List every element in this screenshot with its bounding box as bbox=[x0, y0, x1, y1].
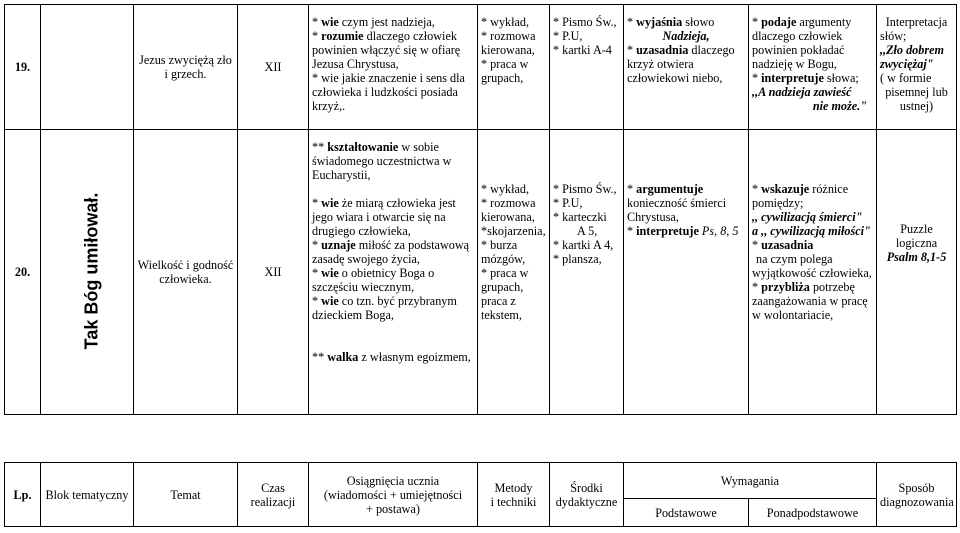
header-thematic-block: Blok tematyczny bbox=[41, 463, 134, 527]
table-row bbox=[5, 130, 957, 415]
realization-time: XII bbox=[238, 130, 309, 415]
teaching-methods: * wykład, * rozmowa kierowana, * praca w grupach, bbox=[478, 5, 550, 130]
extended-requirements: * podaje argumenty dlaczego człowiek powinien pokładać nadzieję w Bogu, * interpretuje słowa; ,,A nadzieja zawieść nie może." bbox=[749, 5, 877, 130]
thematic-block bbox=[41, 5, 134, 130]
extended-requirements: * wskazuje różnice pomiędzy; ,, cywilizacją śmierci" a ,, cywilizacją miłości" * uzasadnia na czym polega wyjątkowość człowieka, * przybliża potrzebę zaangażowania w pracę w wolontariacie, bbox=[749, 130, 877, 415]
diagnosis-method: Interpretacja słów; ,,Zło dobrem zwyciężaj" ( w formie pisemnej lub ustnej) bbox=[877, 5, 957, 130]
teaching-methods: * wykład, * rozmowa kierowana, *skojarzenia, * burza mózgów, * praca w grupach, praca z tekstem, bbox=[478, 130, 550, 415]
diagnosis-method: Puzzle logiczna Psalm 8,1-5 bbox=[877, 130, 957, 415]
header-requirements: Wymagania bbox=[624, 463, 877, 499]
teaching-resources: * Pismo Św., * P.U, * kartki A-4 bbox=[550, 5, 624, 130]
header-diagnosis: Sposób diagnozowania bbox=[877, 463, 957, 527]
header-extended: Ponadpodstawowe bbox=[749, 499, 877, 527]
header-lp: Lp. bbox=[5, 463, 41, 527]
realization-time: XII bbox=[238, 5, 309, 130]
student-goals: * wie czym jest nadzieja, * rozumie dlaczego człowiek powinien włączyć się w ofiarę Jezusa Chrystusa, * wie jakie znaczenie i sens dla człowieka i ludzkości posiada krzyż,. bbox=[309, 5, 478, 130]
column-header-table bbox=[4, 462, 957, 527]
row-number: 19. bbox=[5, 5, 41, 130]
thematic-block bbox=[41, 130, 134, 415]
lesson-topic: Wielkość i godność człowieka. bbox=[134, 130, 238, 415]
student-goals: ** kształtowanie w sobie świadomego uczestnictwa w Eucharystii, * wie że miarą człowieka jest jego wiara i otwarcie się na drugiego człowieka, * uznaje miłość za podstawową zasadę swojego życia, * wie o obietnicy Boga o szczęściu wiecznym, * wie co tzn. być przybranym dzieckiem Boga, ** walka z własnym egoizmem, bbox=[309, 130, 478, 415]
teaching-resources: * Pismo Św., * P.U, * karteczki A 5, * kartki A 4, * plansza, bbox=[550, 130, 624, 415]
header-time: Czas realizacji bbox=[238, 463, 309, 527]
header-topic: Temat bbox=[134, 463, 238, 527]
lesson-topic: Jezus zwyciężą zło i grzech. bbox=[134, 5, 238, 130]
basic-requirements: * argumentuje konieczność śmierci Chrystusa, * interpretuje Ps, 8, 5 bbox=[624, 130, 749, 415]
header-goals: Osiągnięcia ucznia (wiadomości + umiejętności + postawa) bbox=[309, 463, 478, 527]
header-resources: Środki dydaktyczne bbox=[550, 463, 624, 527]
header-methods: Metody i techniki bbox=[478, 463, 550, 527]
row-number: 20. bbox=[5, 130, 41, 415]
header-basic: Podstawowe bbox=[624, 499, 749, 527]
thematic-block-label: Tak Bóg umiłował. bbox=[81, 192, 102, 350]
curriculum-table bbox=[4, 4, 957, 415]
basic-requirements: * wyjaśnia słowo Nadzieja, * uzasadnia dlaczego krzyż otwiera człowiekowi niebo, bbox=[624, 5, 749, 130]
table-row bbox=[5, 5, 957, 130]
